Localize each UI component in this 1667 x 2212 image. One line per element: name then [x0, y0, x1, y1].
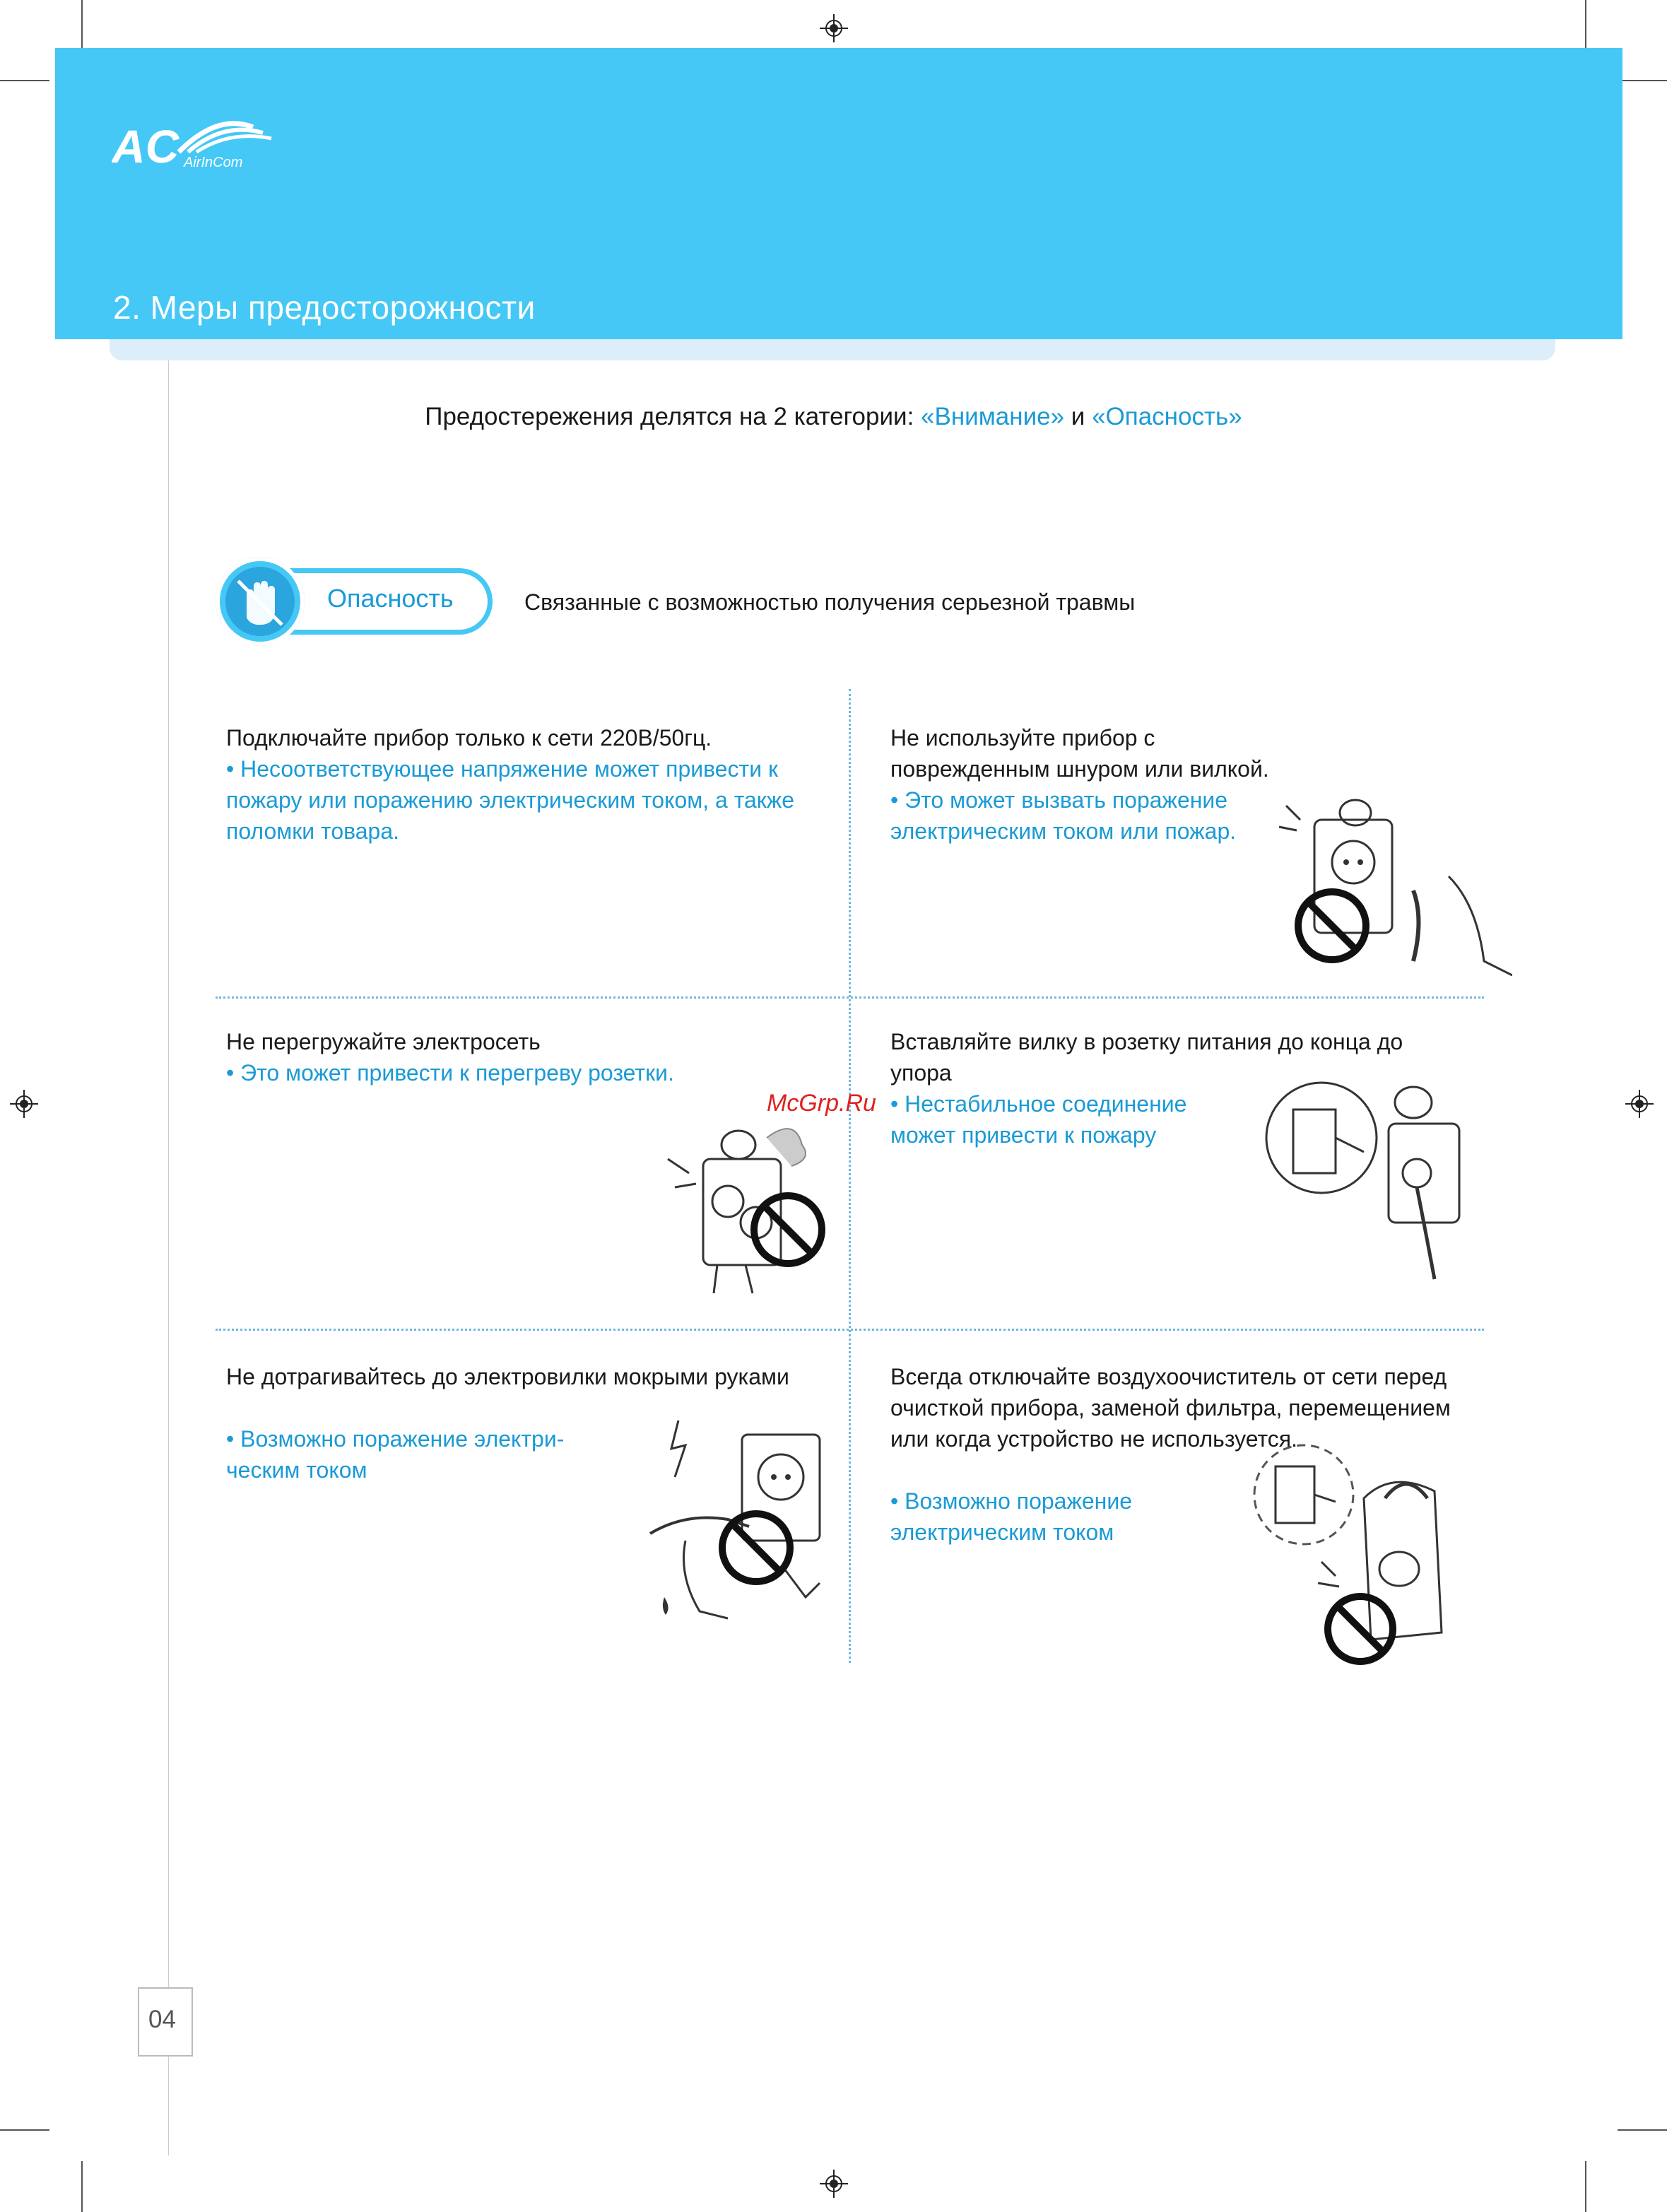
badge-description: Связанные с возможностью получения серьезной травмы [524, 589, 1136, 615]
margin-line [168, 360, 169, 2155]
svg-text:AirInCom: AirInCom [184, 155, 243, 170]
precaution-item [226, 1361, 791, 1392]
overload-outlet-illustration-icon [661, 1117, 837, 1300]
precaution-item [226, 722, 813, 847]
plug-fully-illustration-icon [1265, 1067, 1491, 1286]
category-attention: «Внимание» [921, 403, 1065, 430]
intro-joiner: и [1064, 403, 1092, 430]
watermark: McGrp.Ru [767, 1090, 876, 1117]
precaution-item-note [890, 1486, 1244, 1548]
unplug-purifier-illustration-icon [1251, 1442, 1498, 1668]
crop-mark [0, 2129, 49, 2131]
crop-mark [1618, 2129, 1667, 2131]
crop-mark [81, 2161, 83, 2212]
precaution-main: Не используйте прибор с поврежденным шнуром или вилкой. [890, 725, 1269, 782]
header-underbar [110, 339, 1555, 360]
precaution-main: Подключайте прибор только к сети 220В/50гц. [226, 725, 712, 751]
crop-mark [1585, 2161, 1586, 2212]
precaution-note: • Несоответствующее напряжение может привести к пожару или поражению электрическим током, а также поломки товара. [226, 756, 794, 844]
page-number: 04 [148, 2006, 176, 2033]
precaution-item [890, 722, 1286, 847]
crop-mark [0, 80, 49, 81]
category-danger: «Опасность» [1092, 403, 1242, 430]
registration-mark-icon [1625, 1090, 1654, 1118]
intro-text [0, 403, 1667, 431]
section-title: 2. Меры предосторожности [113, 289, 536, 326]
crop-mark [1585, 0, 1586, 49]
danger-badge [216, 557, 498, 646]
precaution-main: Не перегружайте электросеть [226, 1029, 541, 1054]
precaution-note: • Нестабильное соединение может привести к пожару [890, 1091, 1187, 1148]
wet-hands-illustration-icon [643, 1413, 841, 1640]
badge-circle [216, 557, 305, 646]
damaged-cord-illustration-icon [1272, 777, 1512, 989]
airincom-logo-icon [112, 113, 274, 170]
crop-mark [1618, 80, 1667, 81]
precaution-item [226, 1026, 813, 1088]
precaution-item-note [226, 1423, 622, 1486]
column-divider [849, 689, 851, 1663]
precaution-note: • Это может привести к перегреву розетки. [226, 1060, 674, 1086]
badge-inner [225, 567, 295, 636]
precaution-main: Вставляйте вилку в розетку питания до конца до упора [890, 1029, 1403, 1086]
precaution-note: • Возможно поражение электри-ческим током [226, 1426, 565, 1483]
row-divider [216, 996, 1484, 999]
precaution-main: Не дотрагивайтесь до электровилки мокрыми руками [226, 1364, 789, 1389]
registration-mark-icon [820, 2170, 848, 2198]
precaution-main: Всегда отключайте воздухоочиститель от сети перед очисткой прибора, заменой фильтра, перемещением или когда устройство не используется. [890, 1364, 1451, 1452]
crop-mark [81, 0, 83, 49]
badge-label: Опасность [327, 584, 454, 613]
intro-prefix: Предостережения делятся на 2 категории: [425, 403, 921, 430]
brand-logo [112, 113, 274, 170]
precaution-note: • Возможно поражение электрическим током [890, 1488, 1133, 1545]
precaution-note: • Это может вызвать поражение электрическим током или пожар. [890, 787, 1237, 844]
precaution-item-note [890, 1088, 1244, 1151]
row-divider [216, 1329, 1484, 1331]
stop-hand-icon [225, 567, 295, 636]
registration-mark-icon [10, 1090, 38, 1118]
svg-text:AC: AC [112, 120, 179, 170]
registration-mark-icon [820, 14, 848, 42]
precaution-item [890, 1361, 1470, 1454]
